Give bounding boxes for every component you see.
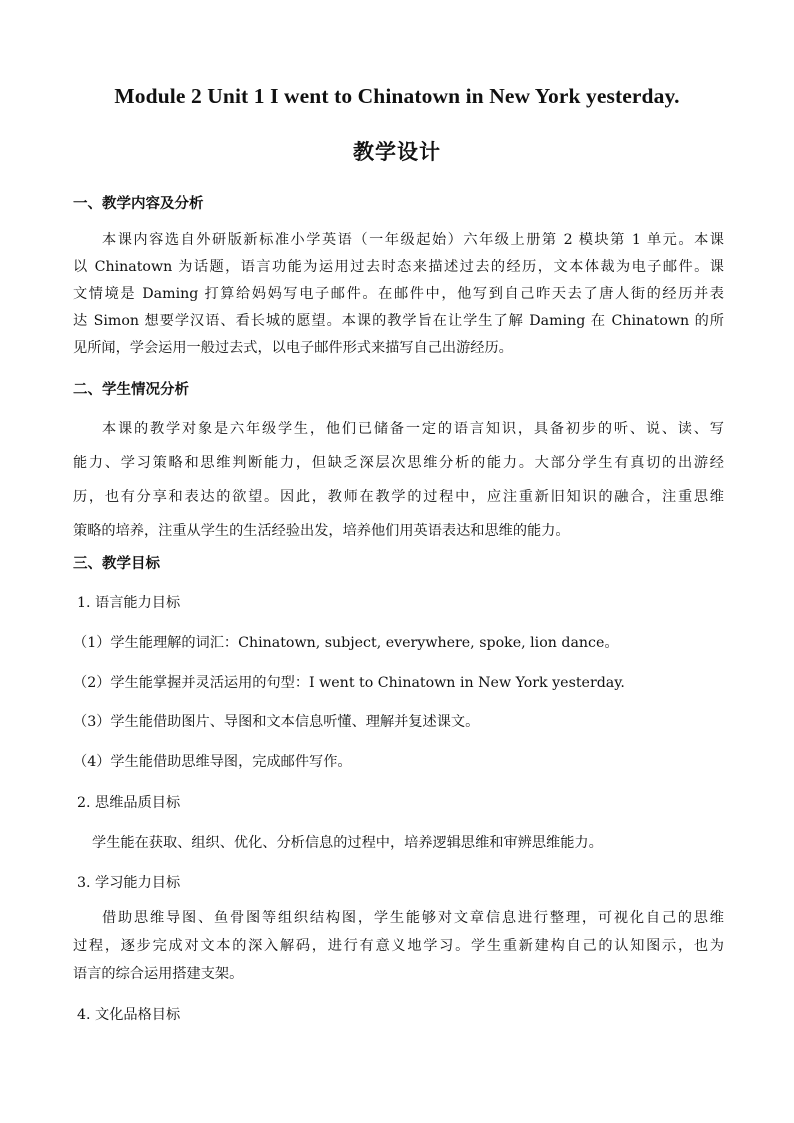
goal-heading-thinking-quality: 2. 思维品质目标: [77, 795, 181, 811]
section-heading-content-analysis: 一、教学内容及分析: [73, 195, 204, 212]
document-subtitle: 教学设计: [353, 139, 441, 164]
goal-item: （3）学生能借助图片、导图和文本信息听懂、理解并复述课文。: [73, 714, 480, 730]
paragraph-line: 过程，逐步完成对文本的深入解码，进行有意义地学习。学生重新建构自己的认知图示，也为: [73, 938, 724, 954]
section-heading-student-analysis: 二、学生情况分析: [73, 381, 189, 398]
paragraph-line: 本课内容选自外研版新标准小学英语（一年级起始）六年级上册第 2 模块第 1 单元。本课: [102, 232, 724, 248]
paragraph-line: 历，也有分享和表达的欲望。因此，教师在教学的过程中，应注重新旧知识的融合，注重思维: [73, 489, 724, 505]
paragraph-line: 见所闻，学会运用一般过去式，以电子邮件形式来描写自己出游经历。: [73, 340, 513, 356]
paragraph-line: 以 Chinatown 为话题，语言功能为运用过去时态来描述过去的经历，文本体裁为电子邮件。课: [73, 259, 724, 275]
goal-item: （1）学生能理解的词汇：Chinatown, subject, everywhere, spoke, lion dance。: [73, 635, 619, 651]
goal-heading-cultural-character: 4. 文化品格目标: [77, 1007, 181, 1023]
goal-heading-learning-ability: 3. 学习能力目标: [77, 875, 181, 891]
goal-item: （4）学生能借助思维导图，完成邮件写作。: [73, 754, 352, 770]
paragraph-line: 文情境是 Daming 打算给妈妈写电子邮件。在邮件中，他写到自己昨天去了唐人街的经历并表: [73, 286, 724, 302]
paragraph-line: 语言的综合运用搭建支架。: [73, 966, 244, 982]
goal-item: （2）学生能掌握并灵活运用的句型：I went to Chinatown in New York yesterday.: [73, 675, 625, 691]
paragraph-learning-ability: [73, 904, 724, 988]
paragraph-student-analysis: [73, 412, 724, 548]
paragraph-line: 本课的教学对象是六年级学生，他们已储备一定的语言知识，具备初步的听、说、读、写: [102, 421, 724, 437]
goal-heading-language-ability: 1. 语言能力目标: [77, 595, 181, 611]
paragraph-line: 能力、学习策略和思维判断能力，但缺乏深层次思维分析的能力。大部分学生有真切的出游经: [73, 455, 724, 471]
paragraph-line: 借助思维导图、鱼骨图等组织结构图，学生能够对文章信息进行整理，可视化自己的思维: [102, 910, 724, 926]
paragraph-line: 策略的培养，注重从学生的生活经验出发，培养他们用英语表达和思维的能力。: [73, 523, 570, 539]
paragraph-content-analysis: [73, 227, 724, 362]
paragraph-line: 达 Simon 想要学汉语、看长城的愿望。本课的教学旨在让学生了解 Daming 在 Chinatown 的所: [73, 313, 724, 329]
section-heading-teaching-goals: 三、教学目标: [73, 555, 160, 572]
goal-text-thinking-quality: 学生能在获取、组织、优化、分析信息的过程中，培养逻辑思维和审辨思维能力。: [92, 835, 603, 851]
document-title: Module 2 Unit 1 I went to Chinatown in New York yesterday.: [114, 84, 680, 108]
